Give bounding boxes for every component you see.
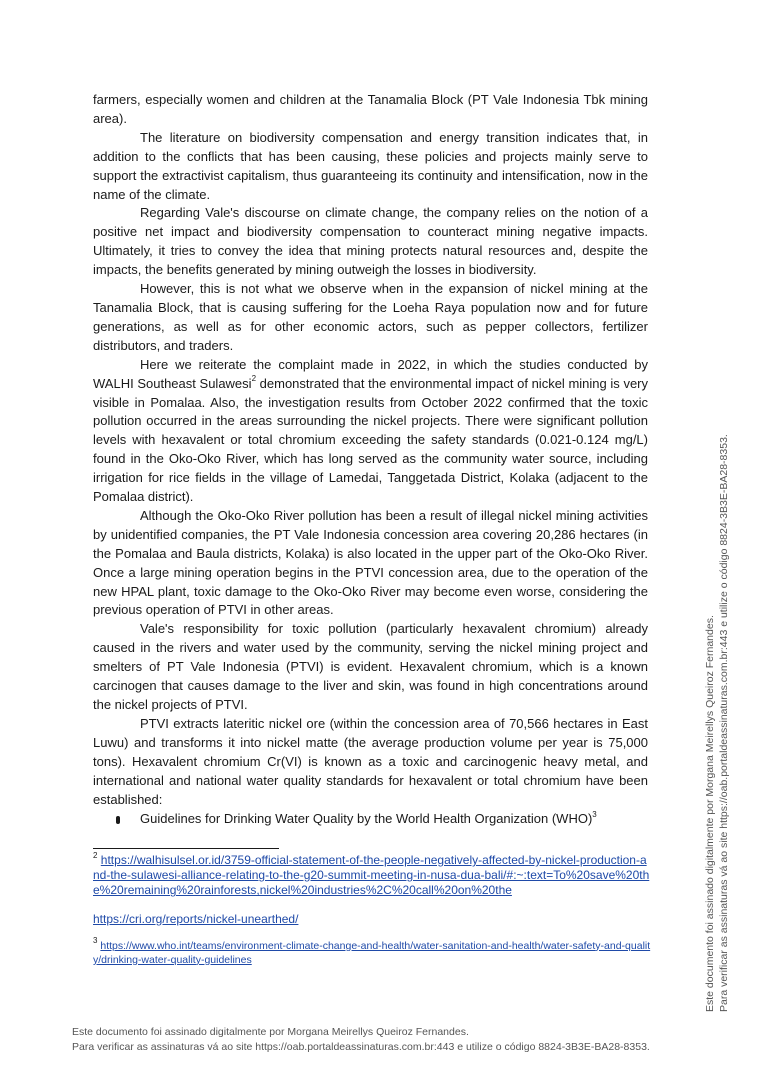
footnote-3 <box>93 936 653 967</box>
footnote-number: 2 <box>93 851 98 860</box>
footnotes <box>93 853 653 967</box>
footnote-link[interactable]: https://cri.org/reports/nickel-unearthed/ <box>93 911 299 926</box>
paragraph: farmers, especially women and children at the Tanamalia Block (PT Vale Indonesia Tbk mining area). <box>93 92 648 126</box>
signature-stamp-side <box>703 434 731 1012</box>
signature-verify-line: Para verificar as assinaturas vá ao site https://oab.portaldeassinaturas.com.br:443 e utilize o código 8824-3B3E-BA28-8353. <box>72 1040 650 1053</box>
paragraph <box>93 356 648 507</box>
footnote-2 <box>93 853 653 899</box>
signature-line: Este documento foi assinado digitalmente por Morgana Meirellys Queiroz Fernandes. <box>704 615 716 1012</box>
paragraph: PTVI extracts lateritic nickel ore (within the concession area of 70,566 hectares in East Luwu) and transforms it into nickel matte (the average production volume per year is 75,000 tons). Hexavalent chromium Cr(VI) is known as a toxic and carcinogenic heavy metal, and international and national water quality standards for hexavalent or total chromium have been established: <box>93 715 648 807</box>
list-item-text: Guidelines for Drinking Water Quality by the World Health Organization (WHO) <box>140 811 593 827</box>
bullet-icon <box>116 816 120 824</box>
paragraph: Although the Oko-Oko River pollution has been a result of illegal nickel mining activities by unidentified companies, the PT Vale Indonesia concession area covering 20,286 hectares (in the Pomalaa and Baula districts, Kolaka) is also located in the upper part of the Oko-Oko River. Once a large mining operation begins in the PTVI concession area, due to the operation of the new HPAL plant, toxic damage to the Oko-Oko River may become even worse, considering the previous operation of PTVI in other areas. <box>93 507 648 618</box>
paragraph: However, this is not what we observe when in the expansion of nickel mining at the Tanamalia Block, that is causing suffering for the Loeha Raya population now and for future generations, as well as for other economic actors, such as pepper collectors, fertilizer distributors, and traders. <box>93 281 648 353</box>
signature-verify-line: Para verificar as assinaturas vá ao site https://oab.portaldeassinaturas.com.br:443 e utilize o código 8824-3B3E-BA28-8353. <box>718 434 730 1012</box>
footnote-link[interactable]: https://www.who.int/teams/environment-climate-change-and-health/water-sanitation-and-health/water-safety-and-quality/drinking-water-quality-guidelines <box>93 939 651 966</box>
list-item <box>93 810 648 829</box>
paragraph-text: Here we reiterate the complaint made in 2022, in which the studies conducted by WALHI Southeast Sulawesi <box>93 356 648 391</box>
footnote-ref-2[interactable]: 2 <box>251 374 257 384</box>
footnote-2-extra <box>93 912 653 927</box>
footnote-link[interactable]: https://walhisulsel.or.id/3759-official-statement-of-the-people-negatively-affected-by-nickel-production-and-the-sulawesi-alliance-relating-to-the-g20-summit-meeting-in-nusa-dua-bali/#:~:text=To%20save%20the%20remaining%20rainforests,nickel%20industries%2C%20call%20on%20the <box>93 853 650 898</box>
footnote-divider <box>93 848 279 849</box>
paragraph: Vale's responsibility for toxic pollution (particularly hexavalent chromium) already caused in the rivers and water used by the community, serving the nickel mining project and smelters of PT Vale Indonesia (PTVI) is evident. Hexavalent chromium, which is a known carcinogen that causes damage to the liver and skin, was found in high concentrations around the nickel projects of PTVI. <box>93 621 648 712</box>
footnote-ref-3[interactable]: 3 <box>592 810 597 820</box>
paragraph-text: demonstrated that the environmental impact of nickel mining is very visible in Pomalaa. Also, the investigation results from October 2022 confirmed that the toxic pollution occurred in the areas surrounding the nickel projects. There were significant pollution levels with hexavalent or total chromium exceeding the safety standards (0.021-0.124 mg/L) found in the Oko-Oko River, which has long served as the community water source, including irrigation for rice fields in the village of Lamedai, Tanggetada District, Kolaka (adjacent to the Pomalaa district). <box>93 375 648 505</box>
document-body <box>93 91 648 829</box>
paragraph: Regarding Vale's discourse on climate change, the company relies on the notion of a positive net impact and biodiversity compensation to counteract mining negative impacts. Ultimately, it tries to convey the idea that mining protects natural resources and, despite the impacts, the benefits generated by mining outweigh the losses in biodiversity. <box>93 205 648 278</box>
paragraph: The literature on biodiversity compensation and energy transition indicates that, in addition to the conflicts that has been causing, these policies and projects mainly serve to support the extractivist capitalism, thus guaranteeing its continuity and intensification, now in the name of the climate. <box>93 129 648 202</box>
signature-stamp-bottom <box>72 1025 712 1054</box>
signature-line: Este documento foi assinado digitalmente por Morgana Meirellys Queiroz Fernandes. <box>72 1026 469 1038</box>
footnote-number: 3 <box>93 936 98 946</box>
